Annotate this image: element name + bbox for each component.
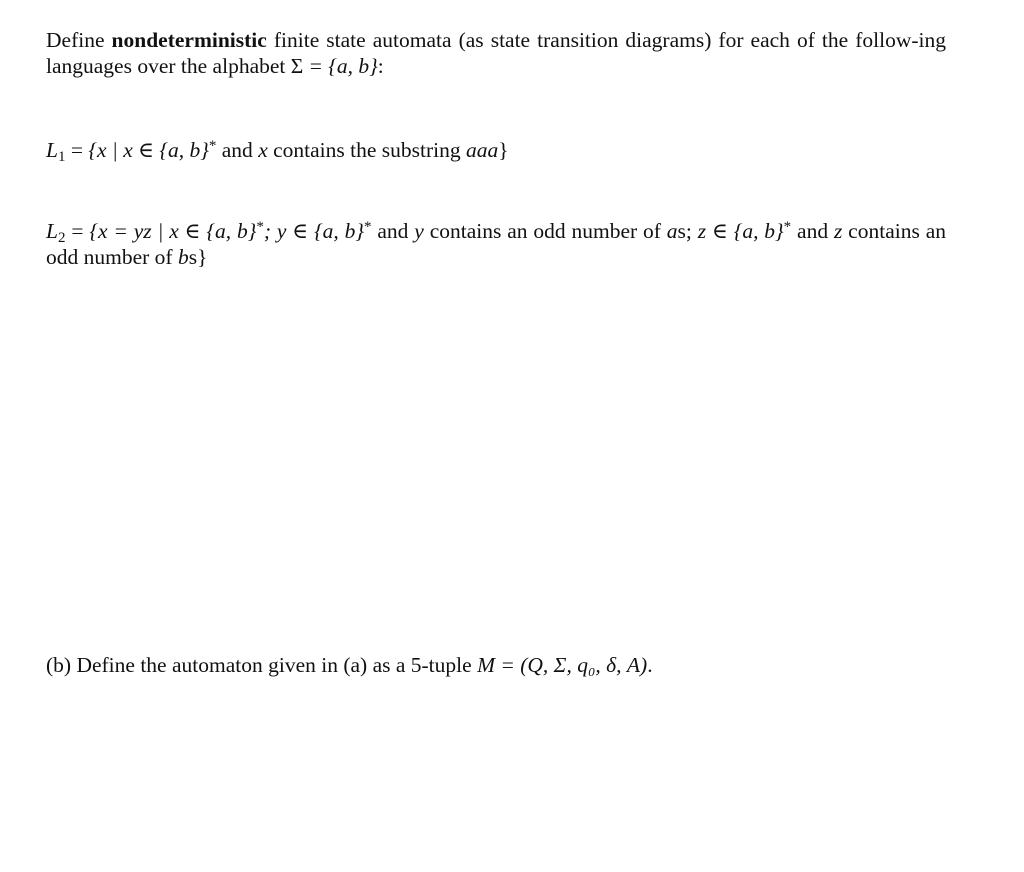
intro-emphasis: nondeterministic: [111, 28, 267, 52]
l2-as-var: a: [666, 219, 678, 243]
alphabet-equals: =: [309, 54, 322, 78]
part-b-end: .: [647, 653, 653, 677]
l2-text2: contains an odd number of: [46, 219, 946, 269]
alphabet-symbol: Σ: [290, 54, 304, 78]
l2-var-z: z: [833, 219, 843, 243]
alphabet-set: {a, b}: [328, 54, 378, 78]
l1-var: x: [258, 138, 268, 162]
intro-paragraph: [46, 27, 946, 79]
part-b-tuple: M = (Q, Σ, q₀, δ, A): [477, 653, 648, 677]
intro-prefix: Define: [46, 28, 112, 52]
intro-end: :: [377, 54, 384, 78]
l1-star: *: [208, 138, 217, 155]
l2-part1: {x = yz | x ∈ {a, b}: [89, 219, 257, 243]
part-b-label: (b): [46, 653, 72, 677]
language-l2: $L_2 = \{x$ = yz | x ∈ {a, b}*; y ∈ {a, b}* and y contains an odd number of as; z ∈ {a, b}* and z contains an odd number of bs}: [46, 219, 946, 269]
l1-index: 1: [57, 148, 66, 165]
l2-index: 2: [57, 229, 66, 246]
part-b: [46, 652, 946, 678]
l1-and: and: [216, 138, 259, 162]
l1-close: }: [498, 138, 509, 162]
l1-definition: {x | x ∈ {a, b}: [88, 138, 209, 162]
l2-star1: *: [256, 219, 264, 236]
l1-substring: aaa: [466, 138, 499, 162]
l2-name: L: [46, 219, 58, 243]
l2-s1: s;: [677, 219, 698, 243]
l2-bs-var: b: [177, 245, 189, 269]
l2-text1: contains an odd number of: [423, 219, 667, 243]
language-l1: $L_1 = \{x$ | x ∈ {a, b}* and x contains the substring aaa}: [46, 138, 509, 165]
l2-var-y: y: [414, 219, 424, 243]
l2-star2: *: [364, 219, 372, 236]
l2-s2: s}: [188, 245, 208, 269]
part-b-text: Define the automaton given in (a) as a 5-tuple: [71, 653, 478, 677]
l2-part3: z ∈ {a, b}: [697, 219, 784, 243]
l2-and2: and: [791, 219, 834, 243]
l2-and1: and: [371, 219, 415, 243]
l1-name: L: [46, 138, 58, 162]
l2-star3: *: [783, 219, 792, 236]
l1-contains: contains the substring: [267, 138, 466, 162]
intro-suffix: finite state automata (as state transition diagrams) for each of the follow-ing languages over the alphabet: [46, 28, 946, 78]
l2-part2: ; y ∈ {a, b}: [263, 219, 364, 243]
